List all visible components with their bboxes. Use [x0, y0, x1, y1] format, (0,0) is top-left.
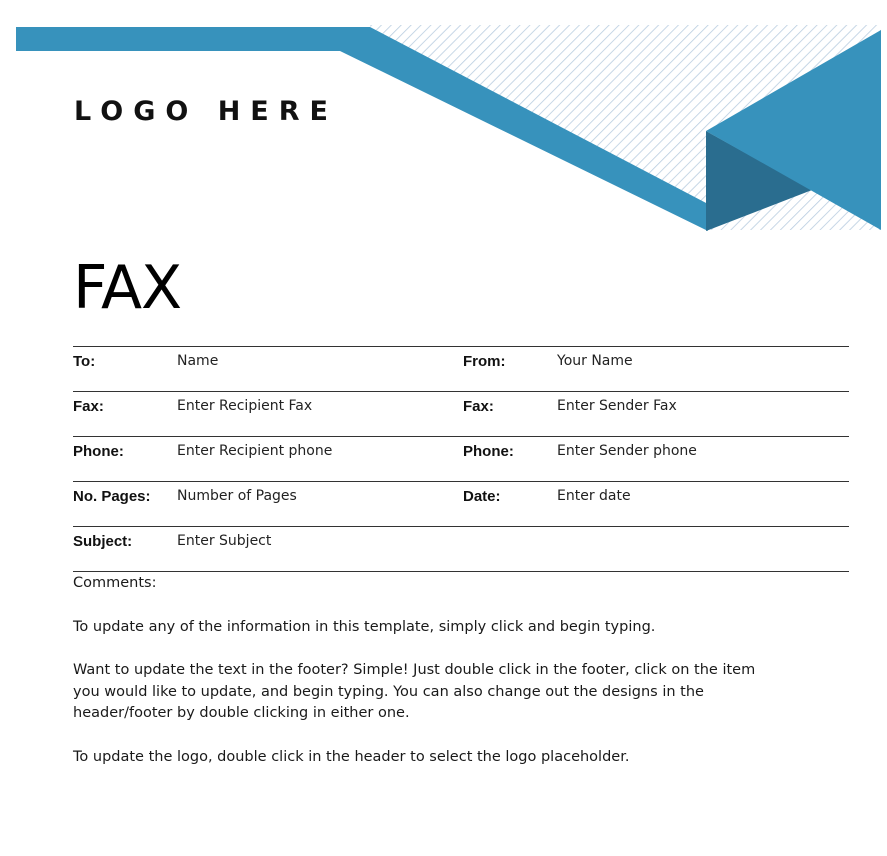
sender-phone-label: Phone: — [463, 443, 514, 460]
to-label: To: — [73, 353, 96, 370]
subject-label: Subject: — [73, 533, 133, 550]
fax-details-table — [73, 346, 849, 572]
recipient-fax-value[interactable]: Enter Recipient Fax — [177, 398, 313, 414]
comments-paragraph[interactable]: To update any of the information in this template, simply click and begin typing. — [73, 618, 656, 635]
table-row — [73, 482, 849, 527]
table-row — [73, 527, 849, 572]
table-row — [73, 392, 849, 437]
logo-placeholder[interactable]: LOGO HERE — [74, 96, 338, 127]
header-band-top — [16, 27, 368, 51]
to-value[interactable]: Name — [177, 353, 219, 369]
from-label: From: — [463, 353, 506, 370]
comments-section — [73, 573, 849, 790]
pages-label: No. Pages: — [73, 488, 151, 505]
fax-title: FAX — [73, 253, 182, 323]
sender-fax-label: Fax: — [463, 398, 494, 415]
comments-paragraph[interactable]: To update the logo, double click in the header to select the logo placeholder. — [73, 748, 630, 765]
comments-paragraph[interactable]: Want to update the text in the footer? Simple! Just double click in the footer, click on the item you would like to update, and begin typing. You can also change out the designs in the header/footer by double clicking in either one. — [73, 662, 756, 721]
recipient-fax-label: Fax: — [73, 398, 104, 415]
from-value[interactable]: Your Name — [557, 353, 633, 369]
sender-fax-value[interactable]: Enter Sender Fax — [557, 398, 677, 414]
sender-phone-value[interactable]: Enter Sender phone — [557, 443, 697, 459]
recipient-phone-label: Phone: — [73, 443, 124, 460]
date-label: Date: — [463, 488, 501, 505]
date-value[interactable]: Enter date — [557, 488, 631, 504]
table-row — [73, 347, 849, 392]
subject-value[interactable]: Enter Subject — [177, 533, 272, 549]
pages-value[interactable]: Number of Pages — [177, 488, 297, 504]
table-row — [73, 437, 849, 482]
comments-label: Comments: — [73, 575, 157, 591]
recipient-phone-value[interactable]: Enter Recipient phone — [177, 443, 333, 459]
